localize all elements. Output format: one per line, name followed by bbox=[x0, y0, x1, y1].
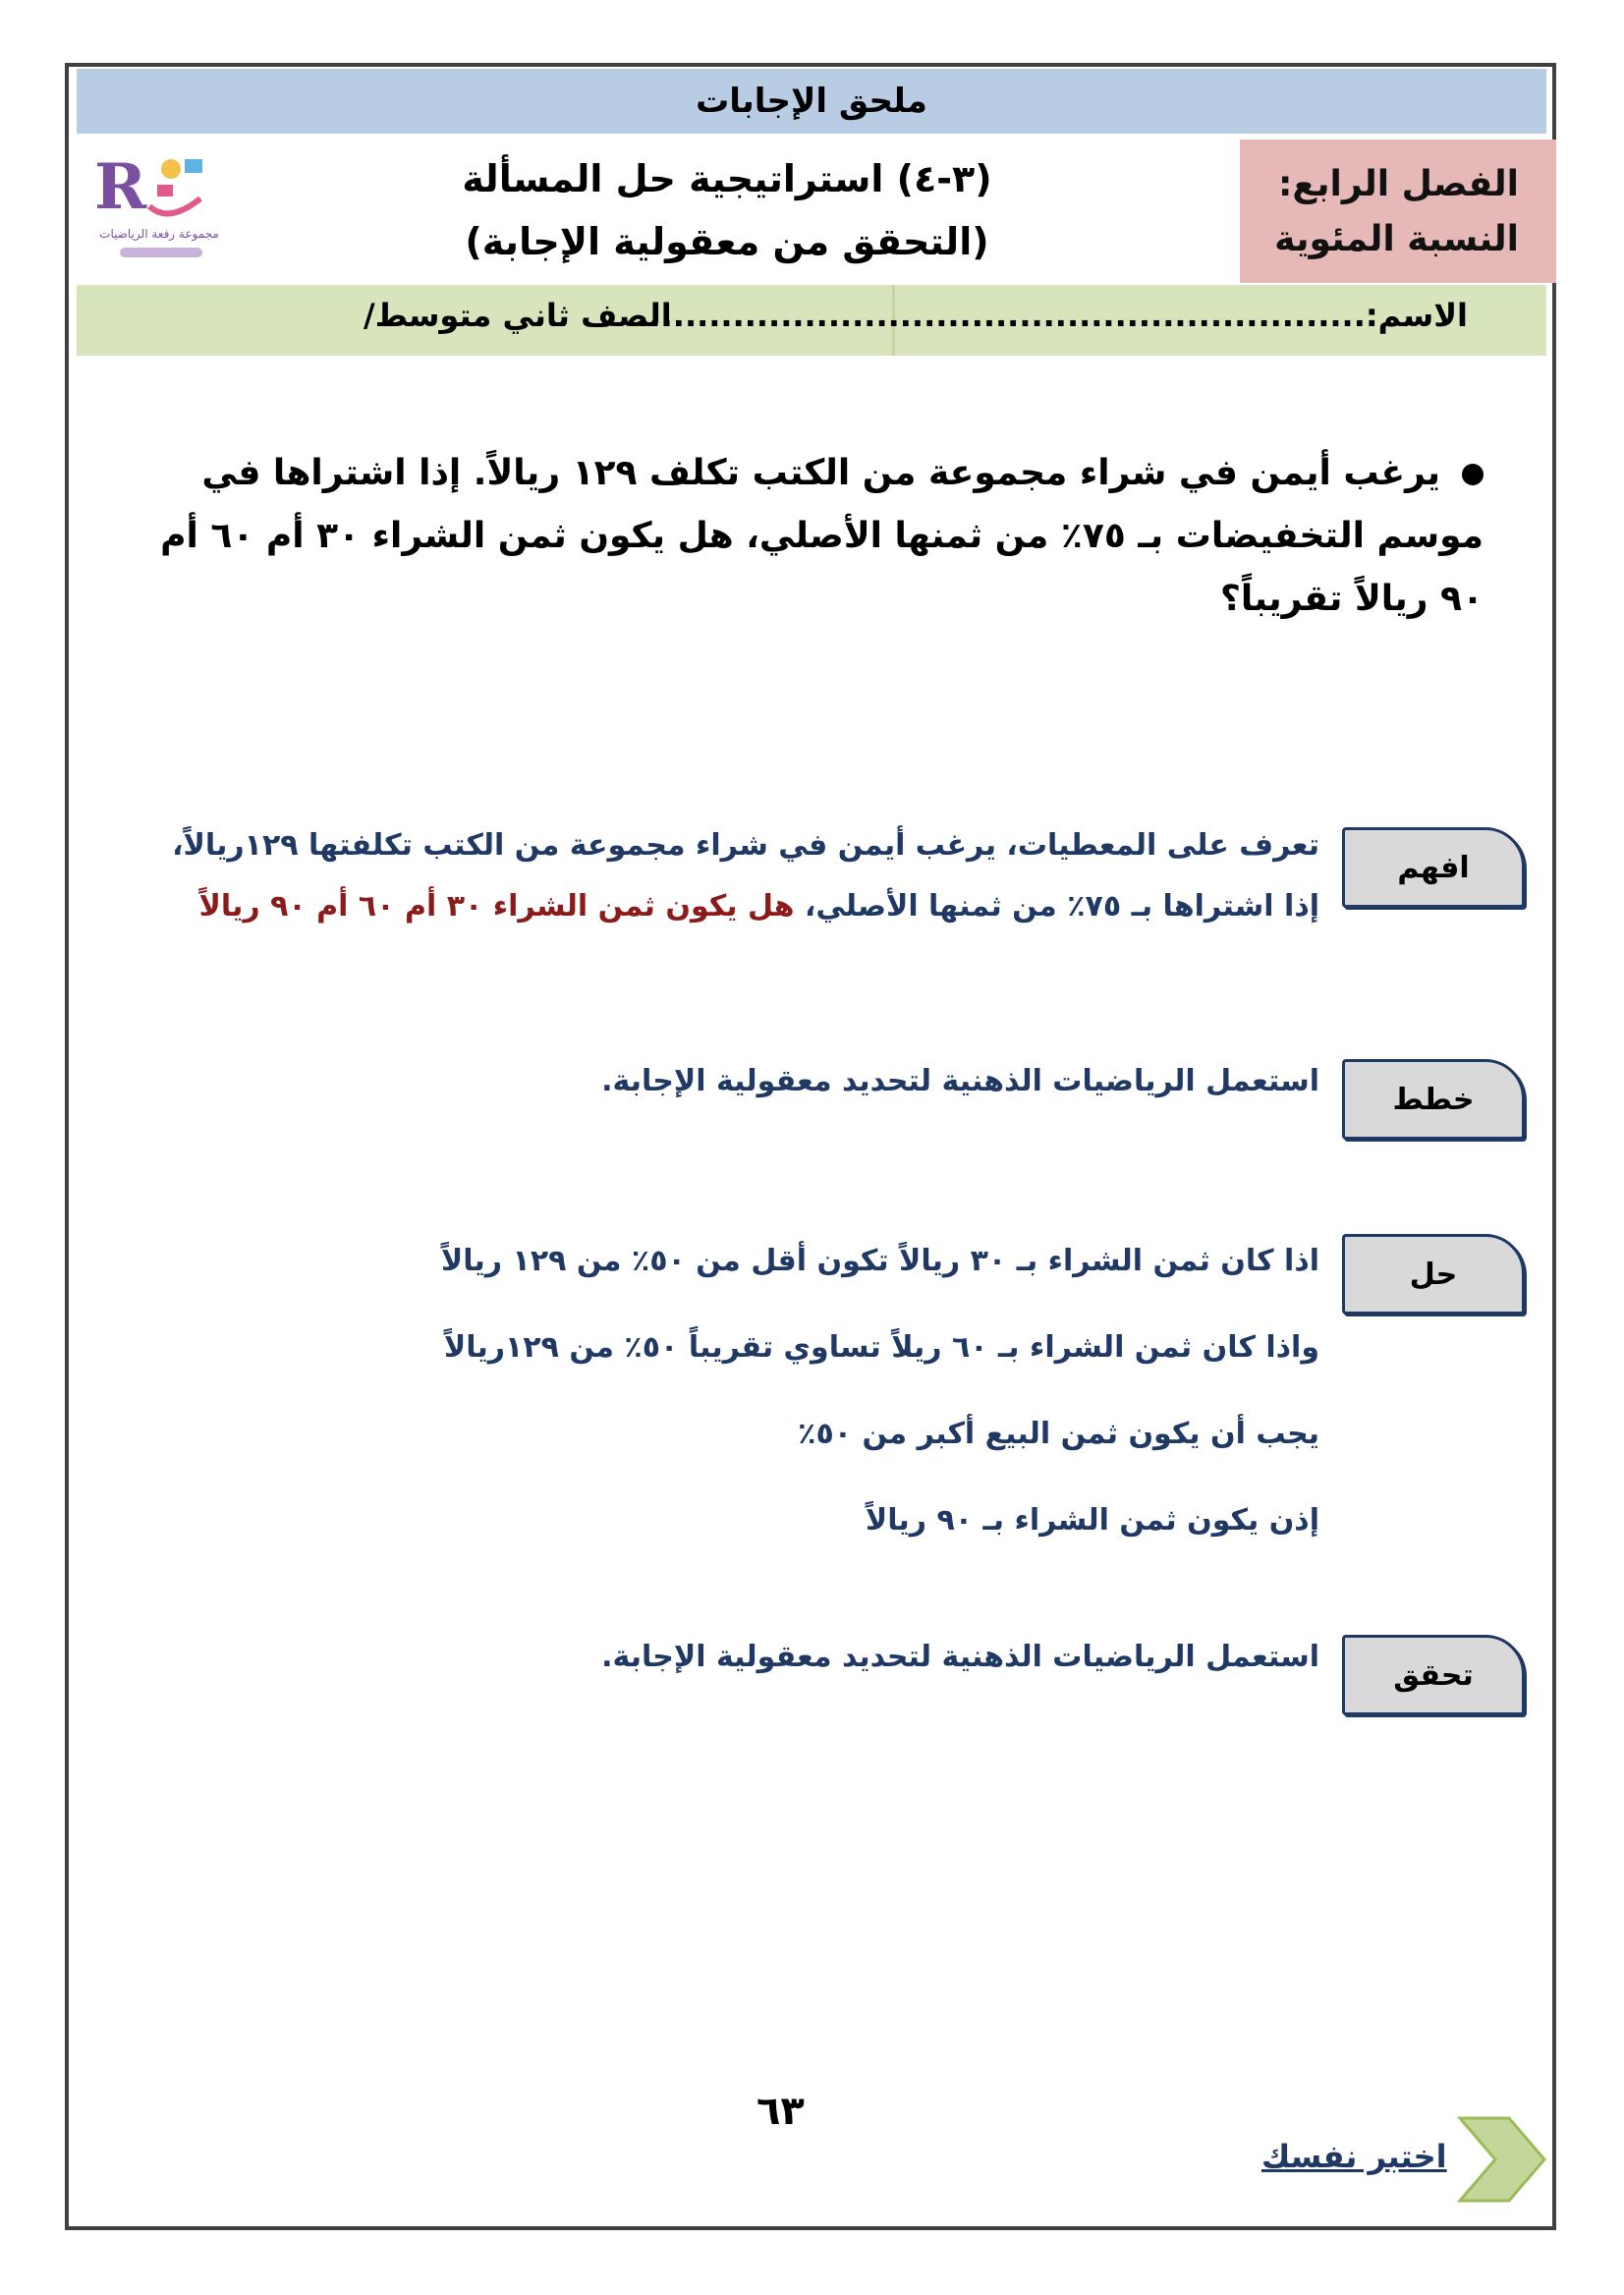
lesson-title bbox=[295, 147, 1159, 273]
self-test-link[interactable]: اختبر نفسك bbox=[1261, 2138, 1447, 2175]
solve-line-1: اذا كان ثمن الشراء بـ ٣٠ ريالاً تكون أقل من ٥٠٪ من ١٢٩ ريالاً bbox=[440, 1244, 1319, 1278]
chapter-box bbox=[1240, 140, 1556, 283]
bullet-icon bbox=[1462, 464, 1484, 485]
page-number: ٦٣ bbox=[756, 2089, 805, 2134]
understand-line-1: تعرف على المعطيات، يرغب أيمن في شراء مجموعة من الكتب تكلفتها ١٢٩ريالاً، bbox=[172, 828, 1319, 863]
chapter-label bbox=[1274, 157, 1519, 267]
check-text: استعمل الرياضيات الذهنية لتحديد معقولية الإجابة. bbox=[601, 1640, 1319, 1674]
grade-label: الصف ثاني متوسط/ bbox=[364, 297, 672, 334]
solve-text bbox=[140, 1218, 1319, 1564]
chapter-name: النسبة المئوية bbox=[1274, 219, 1519, 259]
question-text bbox=[147, 442, 1484, 631]
student-info-band bbox=[77, 285, 1546, 356]
solve-line-2: واذا كان ثمن الشراء بـ ٦٠ ريلاً تساوي تقريباً ٥٠٪ من ١٢٩ريالاً bbox=[443, 1330, 1319, 1365]
plan-button[interactable]: خطط bbox=[1342, 1059, 1525, 1140]
plan-text: استعمل الرياضيات الذهنية لتحديد معقولية الإجابة. bbox=[601, 1064, 1319, 1098]
understand-text bbox=[140, 815, 1319, 937]
solve-line-4: إذن يكون ثمن الشراء بـ ٩٠ ريالاً bbox=[865, 1503, 1319, 1538]
lesson-subtitle: (التحقق من معقولية الإجابة) bbox=[465, 220, 989, 263]
chapter-number: الفصل الرابع: bbox=[1277, 164, 1519, 204]
logo-text: مجموعة رفعة الرياضيات bbox=[99, 227, 219, 241]
understand-line-2a: إذا اشتراها بـ ٧٥٪ من ثمنها الأصلي، bbox=[794, 889, 1319, 924]
page-frame bbox=[65, 63, 1556, 2230]
understand-question-highlight: هل يكون ثمن الشراء ٣٠ أم ٦٠ أم ٩٠ ريالاً bbox=[198, 889, 795, 924]
group-logo-icon bbox=[90, 147, 228, 265]
understand-button[interactable]: افهم bbox=[1342, 827, 1525, 908]
chevron-right-icon[interactable] bbox=[1452, 2110, 1550, 2209]
lesson-number-title: (٣-٤) استراتيجية حل المسألة bbox=[462, 157, 992, 200]
student-name-field[interactable]: الاسم:............................................................. bbox=[637, 297, 1468, 334]
svg-text:R: R bbox=[94, 150, 147, 224]
solve-line-3: يجب أن يكون ثمن البيع أكبر من ٥٠٪ bbox=[798, 1417, 1319, 1451]
check-button[interactable]: تحقق bbox=[1342, 1635, 1525, 1715]
question-body: يرغب أيمن في شراء مجموعة من الكتب تكلف ١٢٩ ريالاً. إذا اشتراها في موسم التخفيضات بـ ٧٥٪ من ثمنها الأصلي، هل يكون ثمن الشراء ٣٠ أم ٦٠ أم ٩٠ ريالاً تقريباً؟ bbox=[160, 453, 1484, 619]
page-title: ملحق الإجابات bbox=[77, 69, 1546, 134]
solve-button[interactable]: حل bbox=[1342, 1234, 1525, 1315]
understand-line-2 bbox=[140, 876, 1319, 937]
